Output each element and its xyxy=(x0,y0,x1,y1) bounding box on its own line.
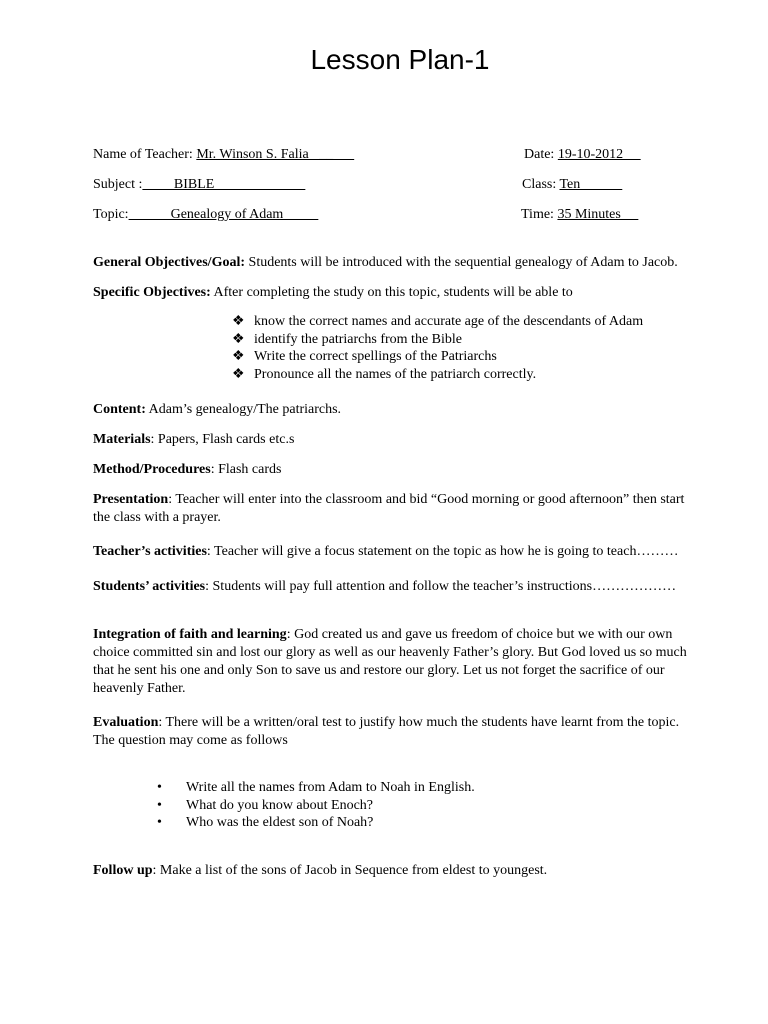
materials xyxy=(93,431,703,449)
integration xyxy=(93,626,703,698)
page-title: Lesson Plan-1 xyxy=(310,44,490,75)
students-activities-text: : Students will pay full attention and follow the teacher’s instructions……………… xyxy=(205,579,677,594)
method xyxy=(93,461,703,479)
topic-row xyxy=(93,206,318,224)
list-item: • Write all the names from Adam to Noah in English. xyxy=(157,780,475,795)
list-item: ❖ identify the patriarchs from the Bible xyxy=(232,331,462,347)
content-label: Content: xyxy=(93,402,146,417)
list-item: ❖ know the correct names and accurate age of the descendants of Adam xyxy=(232,314,644,329)
materials-label: Materials xyxy=(93,432,151,447)
follow-up-text: : Make a list of the sons of Jacob in Sequence from eldest to youngest. xyxy=(152,863,548,878)
specific-objectives-text: After completing the study on this topic, students will be able to xyxy=(210,285,573,300)
materials-text: : Papers, Flash cards etc.s xyxy=(150,432,295,447)
teacher-label: Name of Teacher: xyxy=(93,147,197,162)
students-activities-label: Students’ activities xyxy=(93,579,206,594)
class-row xyxy=(522,176,622,194)
time-row xyxy=(521,206,638,224)
subject-label: Subject : xyxy=(93,177,143,192)
topic-value: Genealogy of Adam xyxy=(128,207,319,222)
presentation-text: : Teacher will enter into the classroom and bid “Good morning or good afternoon” then start the class with a prayer. xyxy=(93,492,685,525)
content-text: Adam’s genealogy/The patriarchs. xyxy=(145,402,342,417)
integration-label: Integration of faith and learning xyxy=(93,627,287,642)
date-label: Date: xyxy=(524,147,558,162)
method-text: : Flash cards xyxy=(210,462,282,477)
evaluation-questions xyxy=(157,779,475,832)
list-item: • Who was the eldest son of Noah? xyxy=(157,815,374,830)
follow-up-label: Follow up xyxy=(93,863,153,878)
evaluation-text: : There will be a written/oral test to justify how much the students have learnt from the topic. The question may come as follows xyxy=(93,715,680,748)
time-label: Time: xyxy=(521,207,558,222)
bullet-icon: • xyxy=(157,780,162,795)
presentation-label: Presentation xyxy=(93,492,169,507)
general-objectives-text: Students will be introduced with the sequential genealogy of Adam to Jacob. xyxy=(245,255,678,270)
teacher-activities-label: Teacher’s activities xyxy=(93,544,207,559)
students-activities xyxy=(93,578,703,596)
specific-objectives-list xyxy=(232,313,644,383)
list-item: • What do you know about Enoch? xyxy=(157,797,374,813)
teacher-activities-text: : Teacher will give a focus statement on the topic as how he is going to teach……… xyxy=(206,544,679,559)
teacher-activities xyxy=(93,543,703,561)
evaluation xyxy=(93,714,703,750)
follow-up xyxy=(93,862,703,880)
date-row xyxy=(524,146,641,164)
evaluation-label: Evaluation xyxy=(93,715,159,730)
diamond-bullet-icon: ❖ xyxy=(232,349,245,364)
diamond-bullet-icon: ❖ xyxy=(232,366,245,382)
list-item: ❖ Write the correct spellings of the Patriarchs xyxy=(232,349,497,364)
diamond-bullet-icon: ❖ xyxy=(232,331,245,347)
subject-value: BIBLE xyxy=(142,177,306,192)
specific-objectives xyxy=(93,284,703,302)
teacher-row xyxy=(93,146,354,164)
bullet-icon: • xyxy=(157,815,162,830)
specific-objectives-label: Specific Objectives: xyxy=(93,285,211,300)
class-value: Ten xyxy=(559,177,623,192)
diamond-bullet-icon: ❖ xyxy=(232,314,245,329)
topic-label: Topic: xyxy=(93,207,129,222)
subject-row xyxy=(93,176,305,194)
presentation xyxy=(93,491,703,527)
content xyxy=(93,401,703,419)
list-item: ❖ Pronounce all the names of the patriarch correctly. xyxy=(232,366,537,382)
class-label: Class: xyxy=(522,177,560,192)
bullet-icon: • xyxy=(157,797,162,813)
method-label: Method/Procedures xyxy=(93,462,211,477)
time-value: 35 Minutes xyxy=(557,207,639,222)
general-objectives xyxy=(93,254,703,272)
general-objectives-label: General Objectives/Goal: xyxy=(93,255,246,270)
teacher-value: Mr. Winson S. Falia __ xyxy=(196,147,355,162)
integration-text: : God created us and gave us freedom of choice but we with our own choice committed sin and lost our glory as well as our heavenly Father’s glory. But God loved us so much that he sent his one and only Son to save us and restore our glory. Let us not forget the sacrifice of our heavenly Father. xyxy=(93,627,687,696)
date-value: 19-10-2012 xyxy=(557,147,641,162)
